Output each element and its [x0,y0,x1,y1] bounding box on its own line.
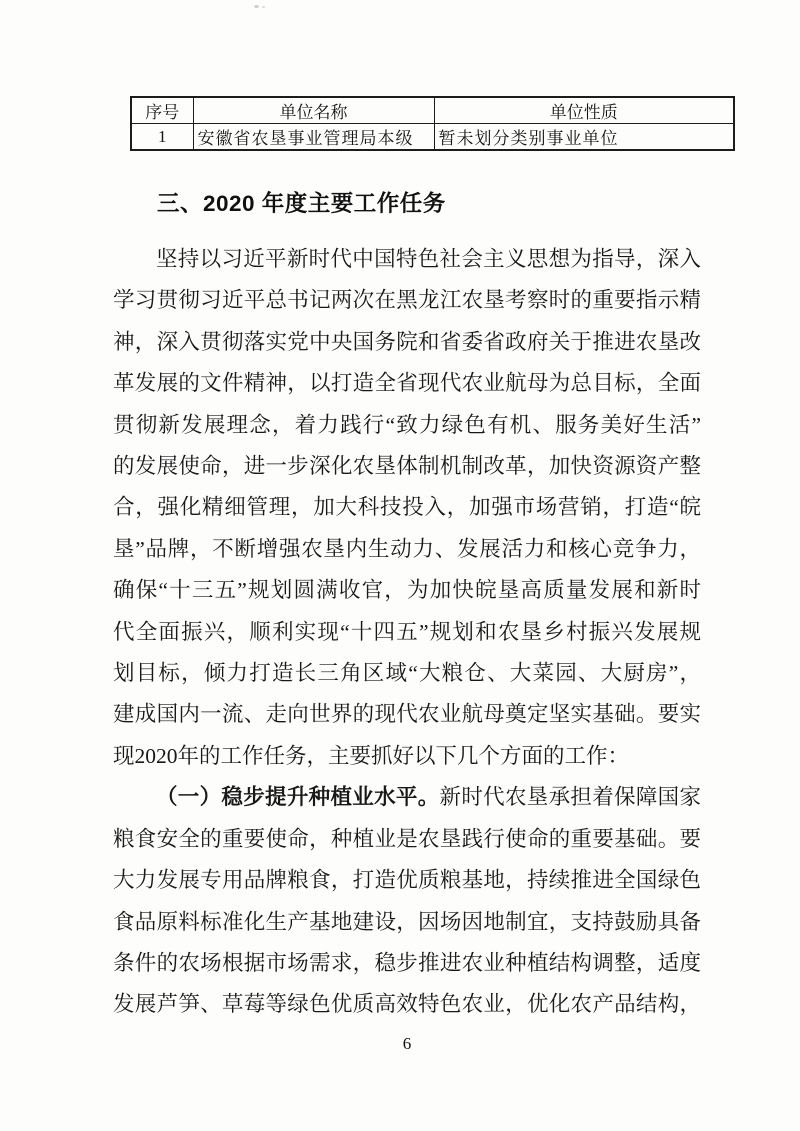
cell-单位性质: 暂未划分类别事业单位 [434,124,734,151]
text-line: 垦”品牌，不断增强农垦内生动力、发展活力和核心竞争力， [113,536,701,561]
table-header-cell: 序号 [131,97,193,124]
cell-序号: 1 [131,124,193,151]
paragraph-2 [113,777,701,1025]
text-line: 发展芦笋、草莓等绿色优质高效特色农业，优化农产品结构， [113,992,701,1017]
paragraph-1 [113,239,701,777]
cell-单位名称: 安徽省农垦事业管理局本级 [193,124,434,151]
table-header-cell: 单位性质 [434,97,734,124]
text-line: 坚持以习近平新时代中国特色社会主义思想为指导，深入 [156,247,701,271]
section-heading: 三、2020 年度主要工作任务 [157,191,446,216]
text-line: 合，强化精细管理，加大科技投入，加强市场营销，打造“皖 [113,495,701,520]
text-line: 粮食安全的重要使命，种植业是农垦践行使命的重要基础。要 [113,826,701,851]
table-header-row [131,97,734,124]
text-line: 贯彻新发展理念，着力践行“致力绿色有机、服务美好生活” [113,412,701,437]
scan-artifact [262,6,265,8]
page-number: 6 [402,1034,412,1053]
text-line: 划目标，倾力打造长三角区域“大粮仓、大菜园、大厨房”， [113,661,701,686]
text-line: 大力发展专用品牌粮食，打造优质粮基地，持续推进全国绿色 [113,868,701,893]
text-line: 革发展的文件精神，以打造全省现代农业航母为总目标，全面 [113,371,701,396]
unit-table [130,96,735,151]
paragraph-2-continuation [113,819,701,1026]
text-line: 建成国内一流、走向世界的现代农业航母奠定坚实基础。要实 [113,702,701,727]
scan-artifact [254,5,259,8]
text-line: 的发展使命，进一步深化农垦体制机制改革，加快资源资产整 [113,454,701,479]
table-header-cell: 单位名称 [193,97,434,124]
table-row [131,124,734,151]
text-line: 神，深入贯彻落实党中央国务院和省委省政府关于推进农垦改 [113,329,701,354]
text-line: 条件的农场根据市场需求，稳步推进农业种植结构调整，适度 [113,950,701,975]
text-line: 食品原料标准化生产基地建设，因场因地制宜，支持鼓励具备 [113,909,701,934]
text-line [113,777,701,818]
text-line: 确保“十三五”规划圆满收官，为加快皖垦高质量发展和新时 [113,578,701,603]
text-line: 现2020年的工作任务，主要抓好以下几个方面的工作： [113,743,630,768]
paragraph-lead-rest: 新时代农垦承担着保障国家 [439,785,701,810]
text-line: 学习贯彻习近平总书记两次在黑龙江农垦考察时的重要指示精 [113,288,701,313]
document-body [113,239,701,1026]
text-line: 代全面振兴，顺利实现“十四五”规划和农垦乡村振兴发展规 [113,619,701,644]
paragraph-lead-bold: （一）稳步提升种植业水平。 [156,785,440,810]
